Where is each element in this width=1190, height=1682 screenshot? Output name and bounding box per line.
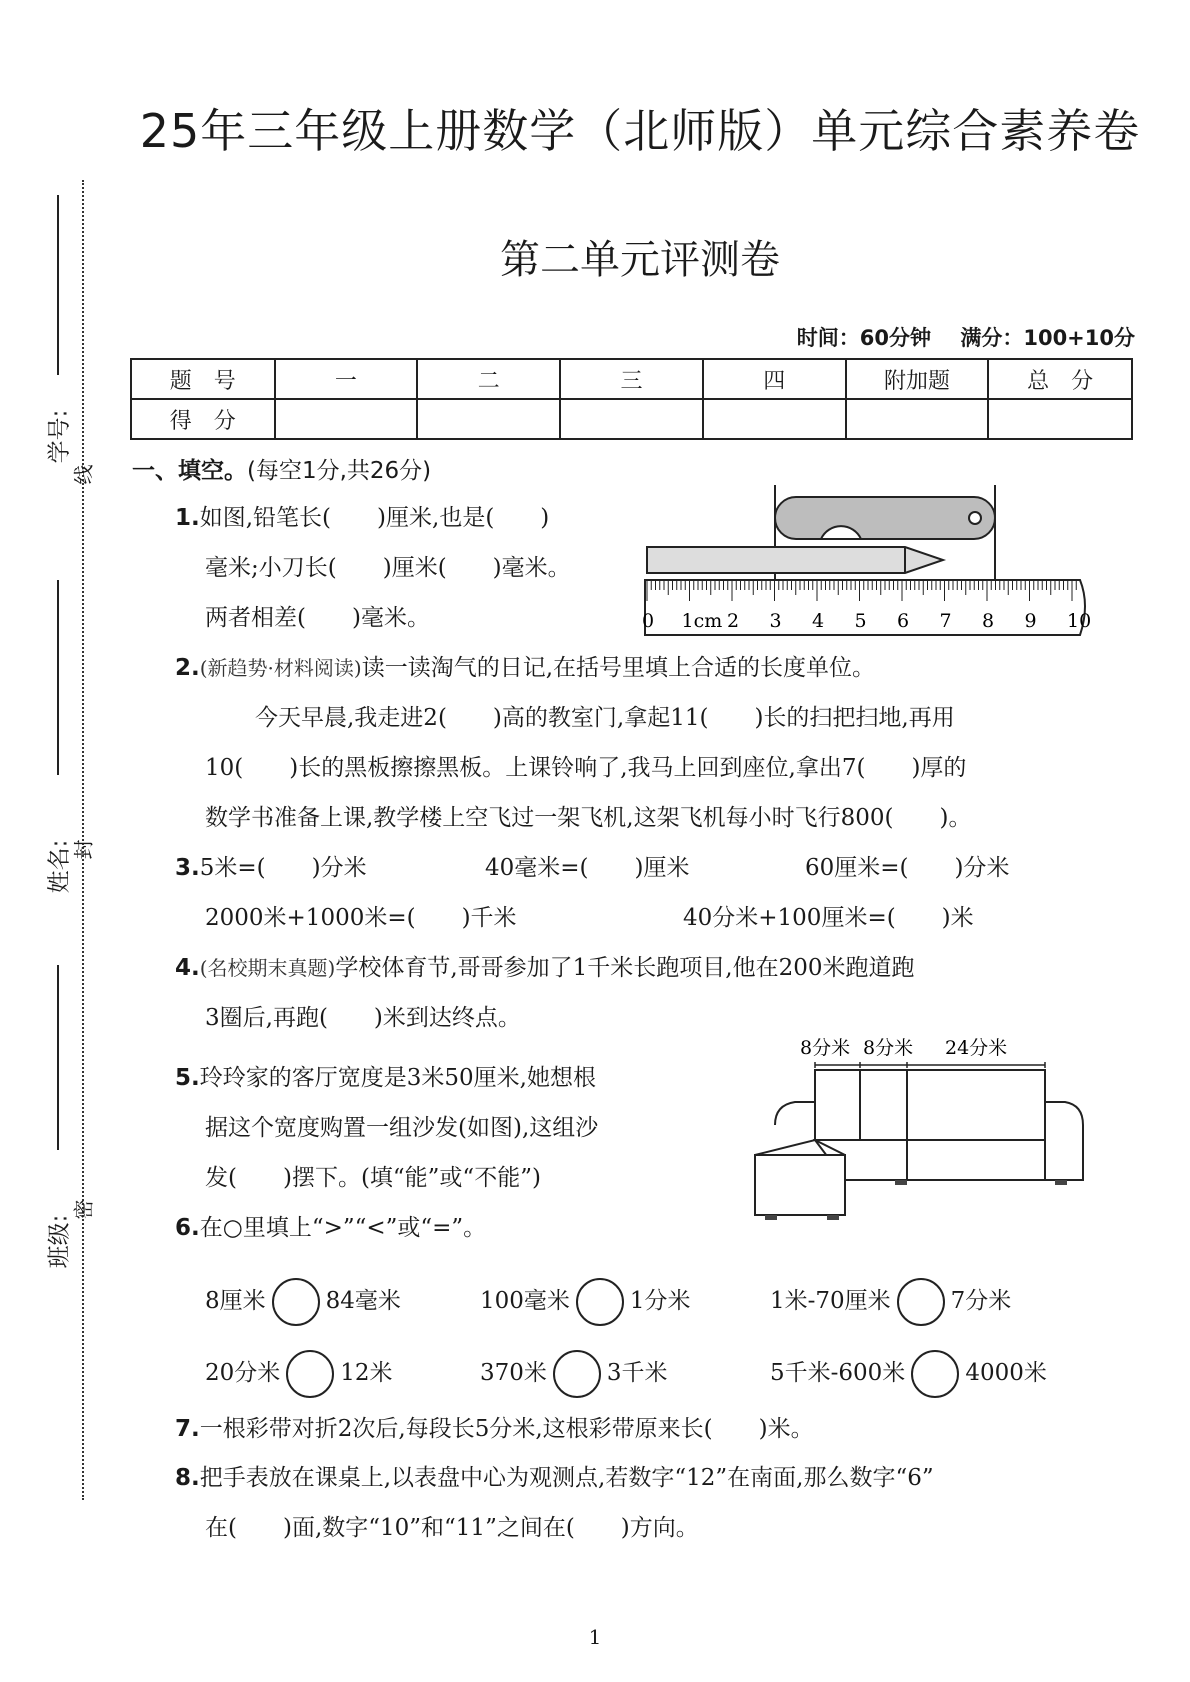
score-header-cell: 附加题 [846, 359, 989, 399]
score-cell[interactable] [703, 399, 846, 439]
q3-c: 60厘米=( )分米 [805, 855, 1010, 881]
q4-number: 4. [175, 955, 200, 981]
banji-line [57, 965, 59, 1150]
q8-line1 [175, 1463, 934, 1493]
q6-item [205, 1350, 393, 1398]
ruler-label: 0 [642, 610, 655, 632]
pencil-shape [647, 547, 943, 573]
q1-line2: 毫米;小刀长( )厘米( )毫米。 [205, 555, 571, 581]
q2-prompt: 读一读淘气的日记,在括号里填上合适的长度单位。 [361, 655, 876, 681]
q8-text1: 把手表放在课桌上,以表盘中心为观测点,若数字“12”在南面,那么数字“6” [199, 1465, 934, 1491]
score-cell[interactable] [846, 399, 989, 439]
q2-tag: (新趋势·材料阅读) [199, 656, 362, 680]
q3-line1 [175, 853, 367, 883]
q6-right: 1分米 [629, 1288, 691, 1314]
q3-d: 2000米+1000米=( )千米 [205, 905, 517, 931]
section-1-title: 一、填空。 [132, 458, 247, 484]
page-title: 25年三年级上册数学（北师版）单元综合素养卷 [139, 104, 1141, 158]
q5-number: 5. [175, 1065, 200, 1091]
q6-left: 1米-70厘米 [770, 1288, 891, 1314]
knife-hole [969, 512, 981, 524]
q6-item [480, 1278, 691, 1326]
xuehao-label: 学号: [46, 409, 73, 464]
ruler-label: 1cm [681, 610, 723, 632]
compare-circle[interactable] [911, 1350, 959, 1398]
q6-right: 12米 [340, 1360, 393, 1386]
q6-item [480, 1350, 668, 1398]
q5-text1: 玲玲家的客厅宽度是3米50厘米,她想根 [199, 1065, 596, 1091]
score-cell[interactable] [560, 399, 703, 439]
xingming-label: 姓名: [46, 839, 73, 894]
q3-b: 40毫米=( )厘米 [485, 855, 690, 881]
ruler-label: 9 [1024, 610, 1037, 632]
exam-time: 时间：60分钟 [796, 326, 932, 350]
sofa-figure [735, 1030, 1095, 1220]
q6-item [205, 1278, 401, 1326]
banji-label: 班级: [46, 1214, 73, 1269]
section-1-heading [132, 452, 431, 485]
q6-left: 100毫米 [480, 1288, 570, 1314]
exam-full-score: 满分：100+10分 [960, 326, 1135, 350]
q7-line1 [175, 1414, 814, 1444]
q6-item [770, 1278, 1011, 1326]
compare-circle[interactable] [553, 1350, 601, 1398]
score-header-cell: 题 号 [131, 359, 275, 399]
ruler-label: 7 [939, 610, 952, 632]
q6-prompt: 在○里填上“>”“<”或“=”。 [199, 1215, 487, 1241]
q2-line1: 今天早晨,我走进2( )高的教室门,拿起11( )长的扫把扫地,再用 [255, 705, 955, 731]
sofa-label-3: 24分米 [945, 1037, 1008, 1059]
sofa-label-1: 8分米 [800, 1037, 851, 1059]
q6-right: 4000米 [965, 1360, 1047, 1386]
q6-right: 84毫米 [325, 1288, 401, 1314]
ruler-label: 4 [812, 610, 825, 632]
q6-item [770, 1350, 1047, 1398]
ruler-label: 5 [854, 610, 867, 632]
q5-line3: 发( )摆下。(填“能”或“不能”) [205, 1165, 541, 1191]
q3-e: 40分米+100厘米=( )米 [683, 905, 974, 931]
xingming-line [57, 580, 59, 775]
ruler-label: 3 [769, 610, 782, 632]
q2-line3: 数学书准备上课,教学楼上空飞过一架飞机,这架飞机每小时飞行800( )。 [205, 805, 972, 831]
compare-circle[interactable] [286, 1350, 334, 1398]
q4-line2: 3圈后,再跑( )米到达终点。 [205, 1005, 521, 1031]
q4-text1: 学校体育节,哥哥参加了1千米长跑项目,他在200米跑道跑 [335, 955, 915, 981]
compare-circle[interactable] [576, 1278, 624, 1326]
sofa-label-2: 8分米 [863, 1037, 914, 1059]
q3-a: 5米=( )分米 [199, 855, 367, 881]
ruler-label: 2 [727, 610, 740, 632]
q6-left: 20分米 [205, 1360, 281, 1386]
q8-line2: 在( )面,数字“10”和“11”之间在( )方向。 [205, 1515, 699, 1541]
q7-number: 7. [175, 1416, 200, 1442]
q1-number: 1. [175, 505, 200, 531]
compare-circle[interactable] [897, 1278, 945, 1326]
xuehao-line [57, 195, 59, 375]
score-cell[interactable] [988, 399, 1132, 439]
q6-right: 3千米 [606, 1360, 668, 1386]
q6-left: 5千米-600米 [770, 1360, 906, 1386]
score-cell[interactable] [275, 399, 418, 439]
mi-label: 密 [71, 1199, 96, 1220]
q5-line2: 据这个宽度购置一组沙发(如图),这组沙 [205, 1115, 599, 1141]
q6-line1 [175, 1213, 486, 1243]
ruler-figure [635, 485, 1115, 640]
xian-label: 线 [71, 464, 96, 485]
ruler-label: 6 [897, 610, 910, 632]
q6-left: 8厘米 [205, 1288, 266, 1314]
ruler-label: 10 [1067, 610, 1092, 632]
q1-text1: 如图,铅笔长( )厘米,也是( ) [199, 505, 550, 531]
q6-number: 6. [175, 1215, 200, 1241]
q6-left: 370米 [480, 1360, 547, 1386]
q5-line1 [175, 1063, 596, 1093]
page-number: 1 [588, 1625, 602, 1649]
page-subtitle: 第二单元评测卷 [500, 237, 780, 283]
feng-label: 封 [71, 839, 96, 860]
score-header-cell: 一 [275, 359, 418, 399]
q2-number: 2. [175, 655, 200, 681]
score-row-label: 得 分 [131, 399, 275, 439]
q6-right: 7分米 [950, 1288, 1012, 1314]
q2-line2: 10( )长的黑板擦擦黑板。上课铃响了,我马上回到座位,拿出7( )厚的 [205, 755, 967, 781]
q7-text: 一根彩带对折2次后,每段长5分米,这根彩带原来长( )米。 [199, 1416, 814, 1442]
score-header-cell: 三 [560, 359, 703, 399]
q1-line3: 两者相差( )毫米。 [205, 605, 430, 631]
q4-line1 [175, 953, 915, 983]
q3-number: 3. [175, 855, 200, 881]
knife-shape [775, 497, 995, 539]
ruler-label: 8 [982, 610, 995, 632]
score-header-cell: 总 分 [988, 359, 1132, 399]
exam-meta [775, 322, 1135, 352]
section-1-note: (每空1分,共26分) [247, 458, 432, 484]
q1-line1 [175, 503, 549, 533]
q8-number: 8. [175, 1465, 200, 1491]
score-cell[interactable] [417, 399, 560, 439]
compare-circle[interactable] [272, 1278, 320, 1326]
q2-line0 [175, 653, 875, 683]
q4-tag: (名校期末真题) [199, 956, 336, 980]
score-table [130, 358, 1133, 440]
score-header-cell: 二 [417, 359, 560, 399]
score-header-cell: 四 [703, 359, 846, 399]
